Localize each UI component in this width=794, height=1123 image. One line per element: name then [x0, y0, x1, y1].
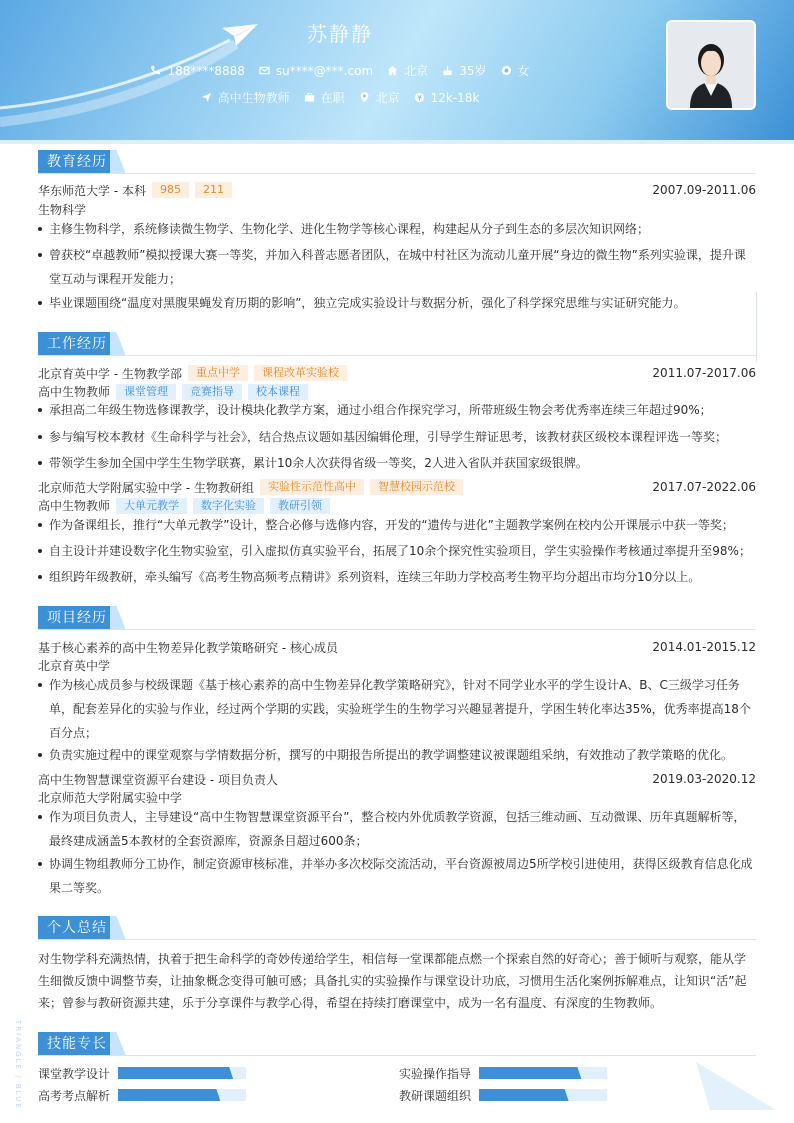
project-title: 基于核心素养的高中生物差异化教学策略研究 - 核心成员 [38, 640, 338, 655]
cake-icon [442, 65, 453, 76]
skill-label: 高考考点解析 [38, 1088, 111, 1103]
education-bullet: 曾获校“卓越教师”模拟授课大赛一等奖，并加入科普志愿者团队，在城中村社区为流动儿童开展“身边的微生物”系列实验课，提升课堂互动与课程开发能力； [38, 243, 754, 291]
work-bullet: 自主设计并建设数字化生物实验室，引入虚拟仿真实验平台，拓展了10余个探究性实验项目，学生实验操作考核通过率提升至98%； [38, 539, 754, 563]
age-info: 35岁 [442, 62, 486, 79]
location-icon [359, 92, 370, 103]
email-info: su****@***.com [259, 64, 373, 78]
company-tag: 实验性示范性高中 [260, 479, 364, 495]
skill-tag: 教研引领 [270, 498, 330, 514]
company-name: 北京育英中学 - 生物教学部 [38, 366, 182, 381]
skill-bar [479, 1067, 607, 1079]
skill-bar-fill [479, 1067, 581, 1079]
mail-icon [259, 65, 270, 76]
summary-text: 对生物学科充满热情，执着于把生命科学的奇妙传递给学生，相信每一堂课都能点燃一个探索自然的好奇心；善于倾听与观察，能从学生细微反馈中调整节奏，让抽象概念变得可触可感；具备扎实的实验操作与课堂设计功底，习惯用生活化案例拆解难点，让知识“活”起来；曾参与教研资源共建，乐于分享课件与教学心得，希望在持续打磨课堂中，成为一名有温度、有深度的生物教师。 [38, 952, 747, 1010]
skill-bar-fill [118, 1089, 220, 1101]
skill-bar [479, 1089, 607, 1101]
skill-item [399, 1065, 607, 1081]
school-name: 华东师范大学 - 本科 [38, 183, 146, 198]
project-bullet: 协调生物组教师分工协作，制定资源审核标准，并举办多次校际交流活动，平台资源被周边5所学校引进使用，获得区级教育信息化成果二等奖。 [38, 852, 754, 900]
section-skills-title: 技能专长 [38, 1032, 756, 1056]
work-header [38, 479, 756, 495]
template-watermark: TRIANGLE / BLUE [14, 1020, 22, 1110]
project-bullet: 负责实施过程中的课堂观察与学情数据分析，撰写的中期报告所提出的教学调整建议被课题组采纳，有效推动了教学策略的优化。 [38, 743, 754, 767]
skill-item [399, 1087, 607, 1103]
job-row [0, 89, 680, 106]
company-tag: 重点中学 [188, 365, 248, 381]
contact-row [0, 62, 680, 79]
skill-bar-fill [479, 1089, 569, 1101]
section-summary-title: 个人总结 [38, 916, 756, 940]
project-org: 北京师范大学附属实验中学 [38, 791, 183, 805]
skill-item [38, 1065, 246, 1081]
project-date: 2014.01-2015.12 [652, 640, 756, 654]
project-header [38, 639, 756, 655]
candidate-name: 苏静静 [307, 22, 373, 46]
major: 生物科学 [38, 203, 87, 217]
resume-header [0, 0, 794, 144]
profile-photo [666, 20, 756, 110]
send-icon [201, 92, 212, 103]
skill-label: 实验操作指导 [399, 1066, 472, 1081]
project-title: 高中生物智慧课堂资源平台建设 - 项目负责人 [38, 772, 278, 787]
work-bullet: 承担高二年级生物选修课教学，设计模块化教学方案，通过小组合作探究学习，所带班级生物会考优秀率连续三年超过90%； [38, 398, 754, 422]
company-tag: 课程改革实验校 [254, 365, 347, 381]
work-bullet: 参与编写校本教材《生命科学与社会》，结合热点议题如基因编辑伦理，引导学生辩证思考，该教材获区级校本课程评选一等奖； [38, 425, 754, 449]
education-header [38, 182, 756, 198]
header-divider [0, 140, 794, 144]
skill-tag: 课堂管理 [116, 384, 176, 400]
divider-line [756, 292, 757, 362]
work-bullet: 作为备课组长，推行“大单元教学”设计，整合必修与选修内容，开发的“遗传与进化”主题教学案例在校内公开课展示中获一等奖； [38, 513, 754, 537]
skill-label: 教研课题组织 [399, 1088, 472, 1103]
company-name: 北京师范大学附属实验中学 - 生物教研组 [38, 480, 254, 495]
work-role-row [38, 497, 330, 514]
project-header [38, 771, 756, 787]
tag-985: 985 [152, 182, 189, 198]
home-icon [387, 65, 398, 76]
skill-item [38, 1087, 246, 1103]
skill-bar-fill [118, 1067, 233, 1079]
salary-info: 12k-18k [414, 91, 480, 105]
education-date: 2007.09-2011.06 [652, 183, 756, 197]
intent-info: 高中生物教师 [201, 89, 290, 106]
job-role: 高中生物教师 [38, 385, 111, 399]
skill-bar [118, 1067, 246, 1079]
work-bullet: 带领学生参加全国中学生生物学联赛，累计10余人次获得省级一等奖，2人进入省队并获国家级银牌。 [38, 451, 754, 475]
education-bullet: 主修生物科学，系统修读微生物学、生物化学、进化生物学等核心课程，构建起从分子到生态的多层次知识网络； [38, 217, 754, 241]
work-bullet: 组织跨年级教研，牵头编写《高考生物高频考点精讲》系列资料，连续三年助力学校高考生物平均分超出市均分10分以上。 [38, 565, 754, 589]
gender-icon [501, 65, 512, 76]
project-bullet: 作为项目负责人，主导建设“高中生物智慧课堂资源平台”，整合校内外优质教学资源，包括三维动画、互动微课、历年真题解析等，最终建成涵盖5本教材的全套资源库，资源条目超过600条； [38, 805, 754, 853]
section-projects-title: 项目经历 [38, 606, 756, 630]
company-tag: 智慧校园示范校 [370, 479, 463, 495]
home-info: 北京 [387, 62, 428, 79]
work-date: 2011.07-2017.06 [652, 366, 756, 380]
salary-icon [414, 92, 425, 103]
status-info: 在职 [304, 89, 345, 106]
corner-decoration [690, 1062, 780, 1112]
section-education-title: 教育经历 [38, 150, 756, 174]
work-header [38, 365, 756, 381]
skill-bar [118, 1089, 246, 1101]
skill-tag: 校本课程 [248, 384, 308, 400]
gender-info: 女 [501, 62, 530, 79]
project-bullet: 作为核心成员参与校级课题《基于核心素养的高中生物差异化教学策略研究》，针对不同学业水平的学生设计A、B、C三级学习任务单，配套差异化的实验与作业，经过两个学期的实践，实验班学生的生物学习兴趣显著提升，学困生转化率达35%，优秀率提高18个百分点； [38, 673, 754, 745]
project-org: 北京育英中学 [38, 659, 111, 673]
tag-211: 211 [195, 182, 232, 198]
skill-tag: 数字化实验 [193, 498, 264, 514]
job-role: 高中生物教师 [38, 499, 111, 513]
phone-info: 188****8888 [150, 64, 244, 78]
city-info: 北京 [359, 89, 400, 106]
phone-icon [150, 65, 161, 76]
work-date: 2017.07-2022.06 [652, 480, 756, 494]
section-work-title: 工作经历 [38, 332, 756, 356]
education-bullet: 毕业课题围绕“温度对黑腹果蝇发育历期的影响”，独立完成实验设计与数据分析，强化了科学探究思维与实证研究能力。 [38, 291, 754, 315]
skill-tag: 大单元教学 [116, 498, 187, 514]
project-date: 2019.03-2020.12 [652, 772, 756, 786]
skill-label: 课堂教学设计 [38, 1066, 111, 1081]
briefcase-icon [304, 92, 315, 103]
skill-tag: 竞赛指导 [182, 384, 242, 400]
